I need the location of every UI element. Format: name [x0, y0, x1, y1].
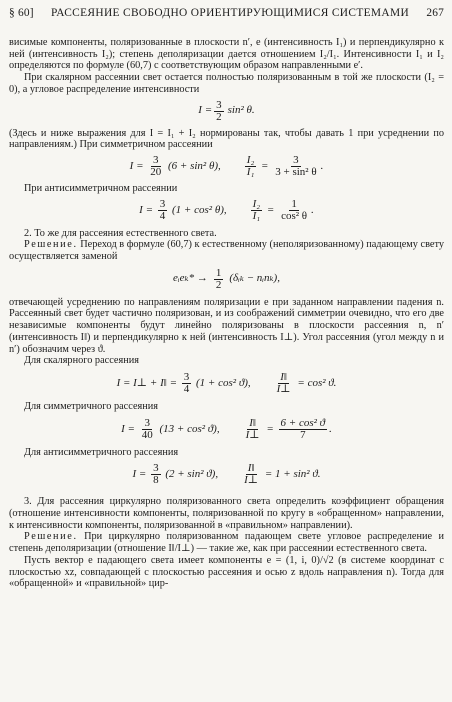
- page-number: 267: [426, 7, 444, 19]
- solution-label-2: Решение.: [24, 531, 78, 543]
- eq6-left: I = $\frac{3}{40}$ (13 + cos² ϑ),: [121, 416, 220, 441]
- paragraph-3: (Здесь и ниже выражения для I = I₁ + I₂ нормированы так, чтобы давать 1 при усреднении по направлениям.) При симметричном рассеянии: [9, 127, 444, 151]
- eq6-right: $\frac{I‖}{I\perp}$ = $\frac{\text{6 + cos² ϑ}}{7}$ .: [245, 416, 332, 441]
- paragraph-7: отвечающей усреднению по направлениям поляризации e при заданном направлении падения n. Рассеянный свет будет частично поляризован, и из соображений симметрии очевидно, что его две независимые компоненты будут линейно поляризованы в плоскости рассеяния n, n′ (интенсивность I‖) и перпендикулярно к ней (интенсивность I⊥). Угол рассеяния (угол между n и n′) обозначим через ϑ.: [9, 296, 444, 355]
- eq7-left: I = $\frac{3}{8}$ (2 + sin² ϑ),: [132, 462, 219, 487]
- eq5-right: $\frac{I‖}{I\perp}$ = cos² ϑ.: [276, 370, 337, 395]
- equation-2: [9, 155, 444, 178]
- problem-3-solution: Решение. При циркулярно поляризованном падающем свете угловое распределение и степень деполяризации (отношение I‖/I⊥) — такие же, как при рассеянии естественного света.: [9, 531, 444, 555]
- eq7-right: $\frac{I‖}{I\perp}$ = 1 + sin² ϑ.: [244, 462, 321, 487]
- paragraph-1: висимые компоненты, поляризованные в плоскости n′, e (интенсивность I₁) и перпендикулярно к ней (интенсивность I₂); степень деполяризации дается отношением I₂/I₁. Интенсивности I₁ и I₂ определяются по формуле (60,7) с соответствующим образом направленными e′.: [9, 37, 444, 72]
- eq3-left: I = $\frac{3}{4}$ (1 + cos² θ),: [139, 197, 227, 222]
- equation-3: [9, 199, 444, 222]
- solution-label: Решение.: [24, 239, 78, 251]
- problem-3-statement: 3. Для рассеяния циркулярно поляризованного света определить коэффициент обращения (отношение интенсивности компоненты, поляризованной по кругу в «обращенном» направлении, к интенсивности компоненты, поляризованной в «правильном» направлении).: [9, 496, 444, 531]
- paragraph-8: Для скалярного рассеяния: [24, 355, 139, 367]
- eq3-right: $\frac{\text{I₂}}{\text{I₁}}$ = $\frac{1}{\text{cos² θ}}$ .: [252, 197, 314, 222]
- running-title: РАССЕЯНИЕ СВОБОДНО ОРИЕНТИРУЮЩИМИСЯ СИСТЕМАМИ: [51, 7, 410, 19]
- equation-4: eᵢeₖ* → $\frac{1}{2}$ (δᵢₖ − nᵢnₖ),: [173, 266, 280, 291]
- eq1-rhs: sin² θ.: [227, 104, 255, 117]
- equation-1: [9, 100, 444, 123]
- paragraph-4: При антисимметричном рассеянии: [24, 182, 178, 194]
- paragraph-2: При скалярном рассеянии свет остается полностью поляризованным в той же плоскости (I₂ = 0), а угловое распределение интенсивности: [9, 72, 444, 95]
- page-body: [9, 37, 444, 590]
- problem-2-statement: 2. То же для рассеяния естественного света.: [24, 227, 217, 239]
- equation-6: [9, 418, 444, 441]
- equation-5: [9, 372, 444, 395]
- problem-2-solution: Решение. Переход в формуле (60,7) к естественному (неполяризованному) падающему свету осуществляется заменой: [9, 239, 445, 263]
- eq1-fraction: $\frac{3}{2}$: [216, 98, 222, 123]
- eq1-lhs: I =: [198, 104, 213, 117]
- paragraph-13: Пусть вектор e падающего света имеет компоненты e = (1, i, 0)/√2 (в системе координат с плоскостью xz, совпадающей с плоскостью рассеяния и осью z вдоль направления n). Тогда для «обращенной» и «правильной» цир-: [9, 554, 444, 590]
- section-number: § 60]: [9, 7, 34, 19]
- paragraph-9: Для симметричного рассеяния: [24, 400, 159, 412]
- equation-7: [9, 463, 444, 486]
- eq5-left: I = I⊥ + I‖ = $\frac{3}{4}$ (1 + cos² ϑ),: [116, 370, 251, 395]
- running-header: [9, 7, 444, 37]
- paragraph-10: Для антисимметричного рассеяния: [24, 446, 179, 458]
- eq2-right: $\frac{\text{I₂}}{\text{I₁}}$ = $\frac{3}{\text{3 + sin² θ}}$ .: [246, 153, 324, 178]
- eq2-left: I = $\frac{3}{20}$ (6 + sin² θ),: [129, 153, 221, 178]
